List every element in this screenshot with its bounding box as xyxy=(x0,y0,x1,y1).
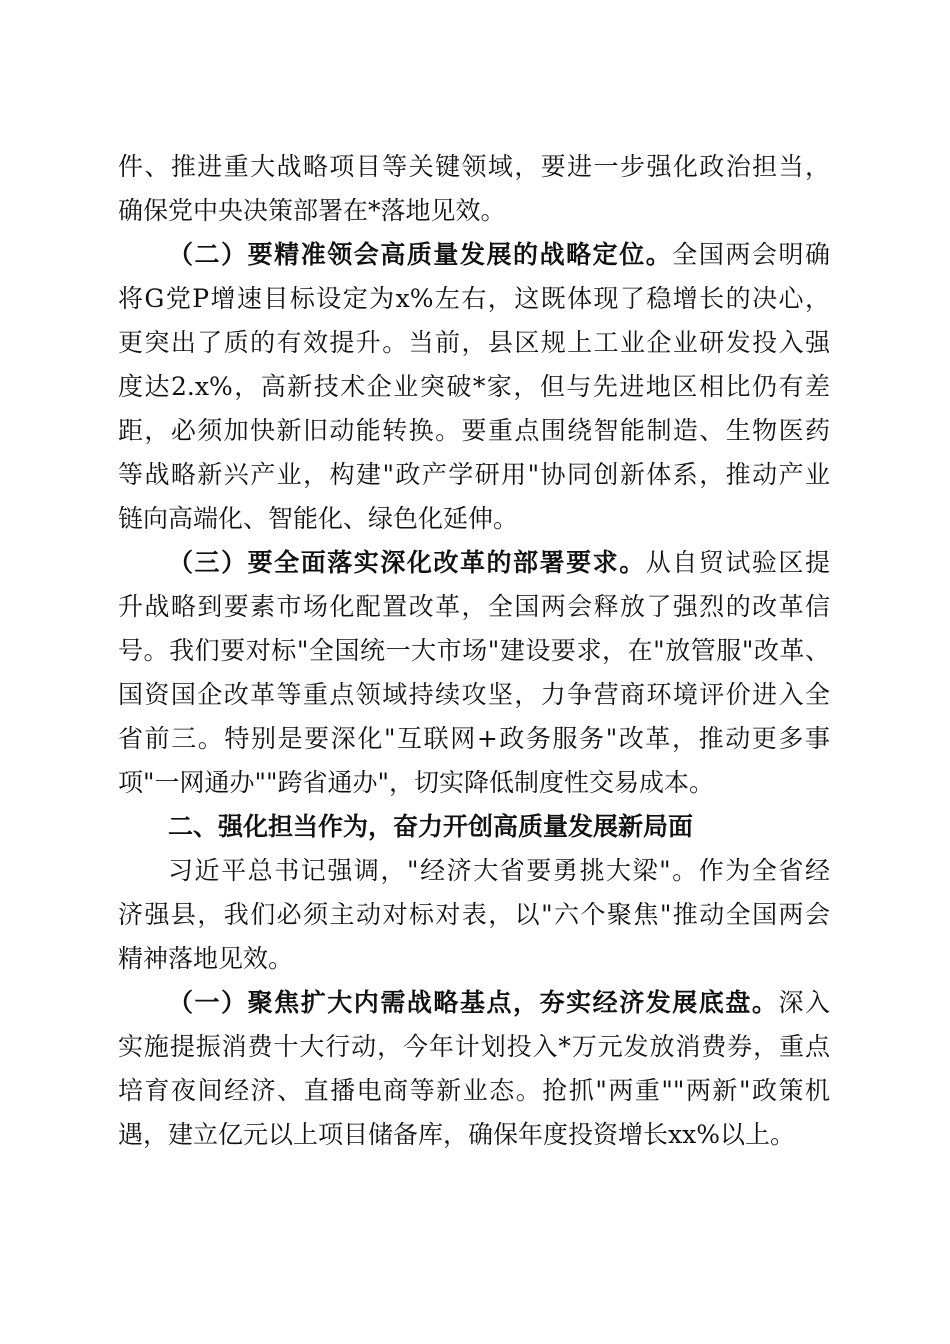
text-span: 深入 xyxy=(778,988,830,1017)
text-line: 项"一网通办""跨省通办"，切实降低制度性交易成本。 xyxy=(118,768,714,797)
text-line: 升战略到要素市场化配置改革，全国两会释放了强烈的改革信 xyxy=(118,592,830,621)
text-span: 全国两会明确 xyxy=(672,240,830,269)
text-line: 习近平总书记强调，"经济大省要勇挑大梁"。作为全省经 xyxy=(168,856,830,885)
text-line: 实施提振消费十大行动，今年计划投入*万元发放消费券，重点 xyxy=(118,1032,830,1061)
text-line: 将G党P增速目标设定为x%左右，这既体现了稳增长的决心， xyxy=(118,284,830,313)
text-line: 培育夜间经济、直播电商等新业态。抢抓"两重""两新"政策机 xyxy=(118,1076,830,1105)
text-line: 确保党中央决策部署在*落地见效。 xyxy=(118,196,506,225)
text-line: 省前三。特别是要深化"互联网+政务服务"改革，推动更多事 xyxy=(118,724,830,753)
text-line: 距，必须加快新旧动能转换。要重点围绕智能制造、生物医药 xyxy=(118,416,830,445)
text-line: 国资国企改革等重点领域持续攻坚，力争营商环境评价进入全 xyxy=(118,680,830,709)
text-line xyxy=(168,988,830,1018)
section-heading: 二、强化担当作为，奋力开创高质量发展新局面 xyxy=(168,812,694,841)
text-line: 件、推进重大战略项目等关键领域，要进一步强化政治担当， xyxy=(118,152,830,181)
paragraph-lead: （二）要精准领会高质量发展的战略定位。 xyxy=(168,240,673,269)
paragraph-lead: （一）聚焦扩大内需战略基点，夯实经济发展底盘。 xyxy=(168,988,779,1017)
text-line: 度达2.x%，高新技术企业突破*家，但与先进地区相比仍有差 xyxy=(118,372,830,401)
text-line: 号。我们要对标"全国统一大市场"建设要求，在"放管服"改革、 xyxy=(118,636,830,665)
text-line xyxy=(168,548,830,578)
text-line: 遇，建立亿元以上项目储备库，确保年度投资增长xx%以上。 xyxy=(118,1120,795,1149)
text-line: 精神落地见效。 xyxy=(118,944,294,973)
paragraph-lead: （三）要全面落实深化改革的部署要求。 xyxy=(168,548,646,577)
text-line: 更突出了质的有效提升。当前，县区规上工业企业研发投入强 xyxy=(118,328,830,357)
text-line xyxy=(168,240,830,270)
text-line: 链向高端化、智能化、绿色化延伸。 xyxy=(118,504,519,533)
text-line: 济强县，我们必须主动对标对表，以"六个聚焦"推动全国两会 xyxy=(118,900,830,929)
text-line: 等战略新兴产业，构建"政产学研用"协同创新体系，推动产业 xyxy=(118,460,830,489)
text-span: 从自贸试验区提 xyxy=(645,548,830,577)
